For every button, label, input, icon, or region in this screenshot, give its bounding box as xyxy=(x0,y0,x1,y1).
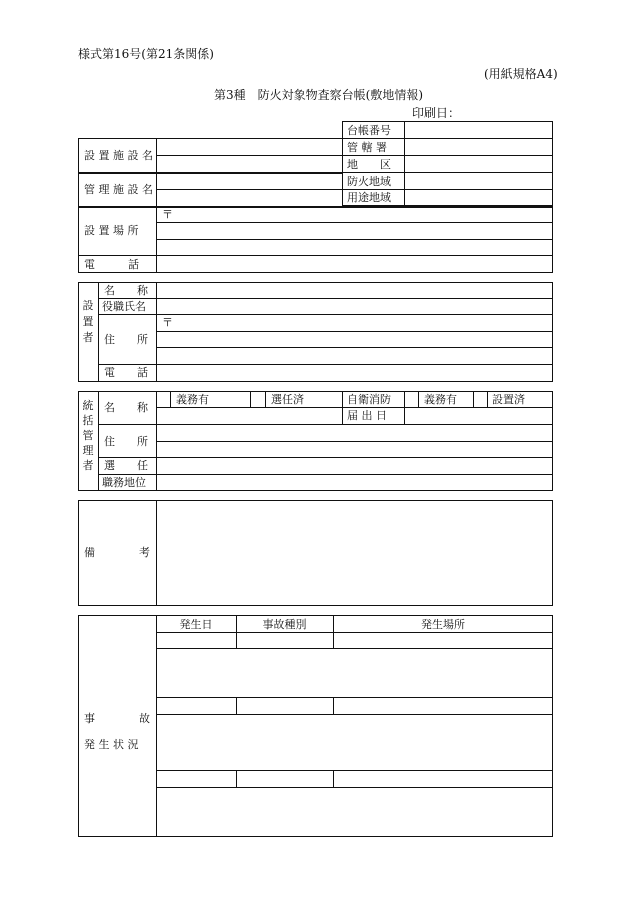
kanri-shisetsu-field[interactable] xyxy=(157,174,341,205)
checkbox-label-gimu2: 義務有 xyxy=(424,393,457,406)
denwa-field[interactable] xyxy=(157,256,552,272)
postal-mark: 〒 xyxy=(162,208,173,221)
label-hassei-jokyo: 発 生 状 況 xyxy=(84,738,139,751)
label-jiko: 事 故 xyxy=(84,712,150,725)
paper-size-note: (用紙規格A4) xyxy=(484,67,558,81)
label-meisho: 名 称 xyxy=(104,401,148,414)
label-denwa: 電 話 xyxy=(84,258,139,271)
remarks-field[interactable] xyxy=(158,502,551,604)
label-todokede: 届 出 日 xyxy=(347,409,387,422)
setchi-basho-field[interactable] xyxy=(157,208,552,254)
col-header-date: 発生日 xyxy=(179,618,213,631)
postal-mark: 〒 xyxy=(162,316,173,329)
setchi-shisetsu-field[interactable] xyxy=(157,139,341,171)
label-daicho-bango: 台帳番号 xyxy=(347,124,391,137)
checkbox-label-gimu: 義務有 xyxy=(176,393,209,406)
checkbox-label-setchizumi: 設置済 xyxy=(492,393,525,406)
label-boka-chiiki: 防火地域 xyxy=(347,175,391,188)
form-number: 様式第16号(第21条関係) xyxy=(78,47,214,61)
col-header-place: 発生場所 xyxy=(421,618,465,631)
print-date-label: 印刷日： xyxy=(412,106,461,120)
checkbox-sennin[interactable] xyxy=(251,392,264,406)
label-jusho: 住 所 xyxy=(104,333,148,346)
manager-vertical-label: 統 括 管 理 者 xyxy=(82,399,94,472)
page-title: 第3種 防火対象物査察台帳(敷地情報) xyxy=(214,88,423,102)
label-chiku: 地 区 xyxy=(347,158,391,171)
installer-vertical-label: 設 置 者 xyxy=(82,299,94,344)
label-setchi-basho: 設 置 場 所 xyxy=(84,224,139,237)
col-header-type: 事故種別 xyxy=(262,618,307,631)
label-yakushoku: 役職氏名 xyxy=(102,300,146,313)
label-yoto-chiiki: 用途地域 xyxy=(347,191,391,204)
label-denwa: 電 話 xyxy=(104,366,148,379)
checkbox-setchi[interactable] xyxy=(474,392,486,406)
label-sennin: 選 任 xyxy=(104,459,148,472)
label-jiei-shobo: 自衛消防 xyxy=(347,393,391,406)
label-jusho: 住 所 xyxy=(104,435,148,448)
label-setchi-shisetsu: 設 置 施 設 名 xyxy=(84,149,153,162)
checkbox-label-senninzumi: 選任済 xyxy=(271,393,304,406)
label-meisho: 名 称 xyxy=(104,284,148,297)
checkbox-gimu2[interactable] xyxy=(405,392,417,406)
installer-table xyxy=(78,282,553,382)
label-shokumu: 職務地位 xyxy=(102,476,146,489)
label-kankatsusho: 管 轄 署 xyxy=(347,141,387,154)
checkbox-gimu[interactable] xyxy=(157,392,169,406)
label-kanri-shisetsu: 管 理 施 設 名 xyxy=(84,183,153,196)
label-biko: 備 考 xyxy=(84,546,150,559)
